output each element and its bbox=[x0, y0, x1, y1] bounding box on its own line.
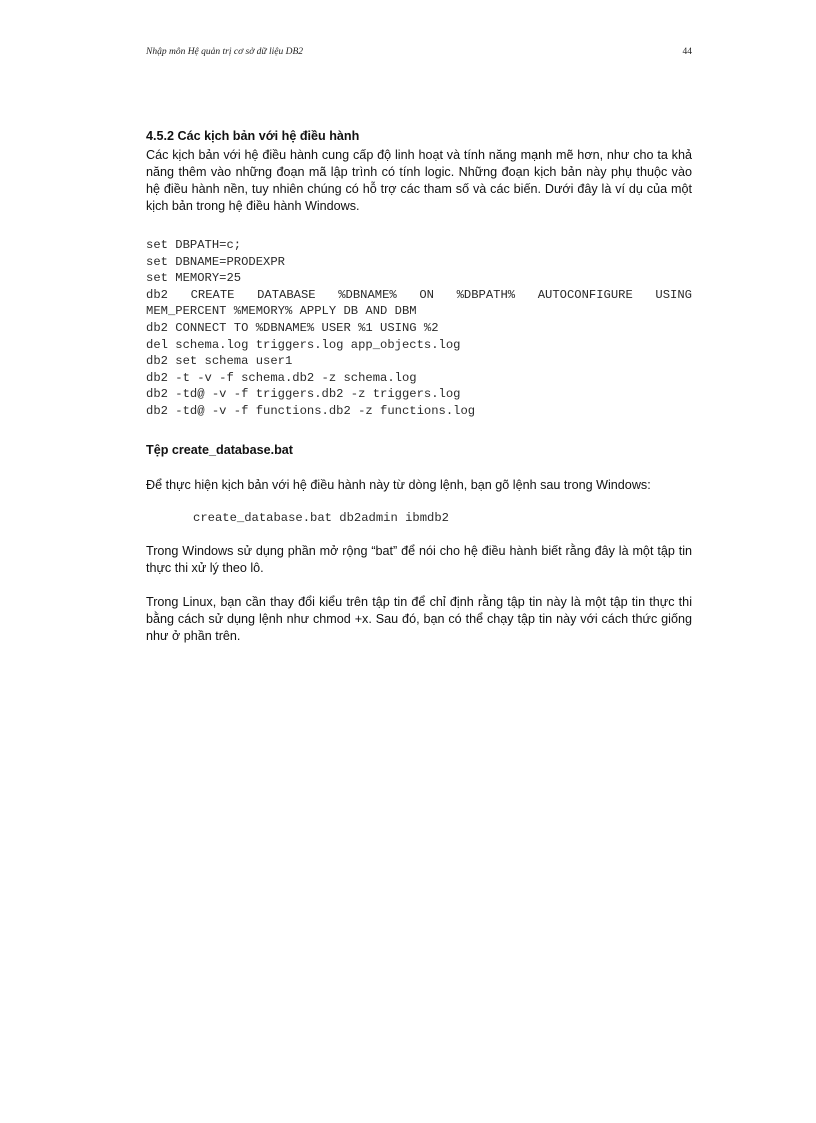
linux-paragraph: Trong Linux, bạn cần thay đổi kiểu trên tập tin để chỉ định rằng tập tin này là một tập tin thực thi bằng cách sử dụng lệnh như chmod +x. Sau đó, bạn có thể chạy tập tin này với cách thức giống như ở phần trên. bbox=[146, 594, 692, 643]
code-line: set DBPATH=c; bbox=[146, 238, 242, 252]
code-line: del schema.log triggers.log app_objects.log bbox=[146, 337, 461, 352]
code-line: db2 CREATE DATABASE %DBNAME% ON %DBPATH% AUTOCONFIGURE USING bbox=[146, 287, 692, 302]
code-line: set DBNAME=PRODEXPR bbox=[146, 254, 285, 269]
intro-paragraph: Các kịch bản với hệ điều hành cung cấp độ linh hoạt và tính năng mạnh mẽ hơn, như cho ta khả năng thêm vào những đoạn mã lập trình có tính logic. Những đoạn kịch bản này phụ thuộc vào hệ điều hành nền, tuy nhiên chúng có hỗ trợ các tham số và các biến. Dưới đây là ví dụ của một kịch bản trong hệ điều hành Windows. bbox=[146, 148, 692, 213]
code-line: db2 -td@ -v -f functions.db2 -z functions.log bbox=[146, 403, 476, 418]
code-line: db2 -t -v -f schema.db2 -z schema.log bbox=[146, 370, 417, 385]
code-block bbox=[146, 237, 692, 420]
file-heading: Tệp create_database.bat bbox=[146, 442, 293, 457]
code-line: db2 CONNECT TO %DBNAME% USER %1 USING %2 bbox=[146, 320, 439, 335]
run-paragraph: Để thực hiện kịch bản với hệ điều hành này từ dòng lệnh, bạn gõ lệnh sau trong Windows: bbox=[146, 477, 651, 492]
command-example: create_database.bat db2admin ibmdb2 bbox=[193, 510, 449, 525]
page-number: 44 bbox=[682, 47, 692, 57]
page-header bbox=[146, 47, 692, 65]
code-line: db2 set schema user1 bbox=[146, 354, 293, 369]
code-line: db2 -td@ -v -f triggers.db2 -z triggers.log bbox=[146, 387, 461, 402]
section-heading: 4.5.2 Các kịch bản với hệ điều hành bbox=[146, 129, 360, 143]
document-title: Nhập môn Hệ quản trị cơ sở dữ liệu DB2 bbox=[146, 47, 304, 57]
page-content bbox=[146, 128, 692, 645]
code-line: MEM_PERCENT %MEMORY% APPLY DB AND DBM bbox=[146, 304, 417, 319]
windows-paragraph: Trong Windows sử dụng phần mở rộng “bat” để nói cho hệ điều hành biết rằng đây là một tập tin thực thi xử lý theo lô. bbox=[146, 543, 692, 575]
code-line: set MEMORY=25 bbox=[146, 271, 242, 286]
